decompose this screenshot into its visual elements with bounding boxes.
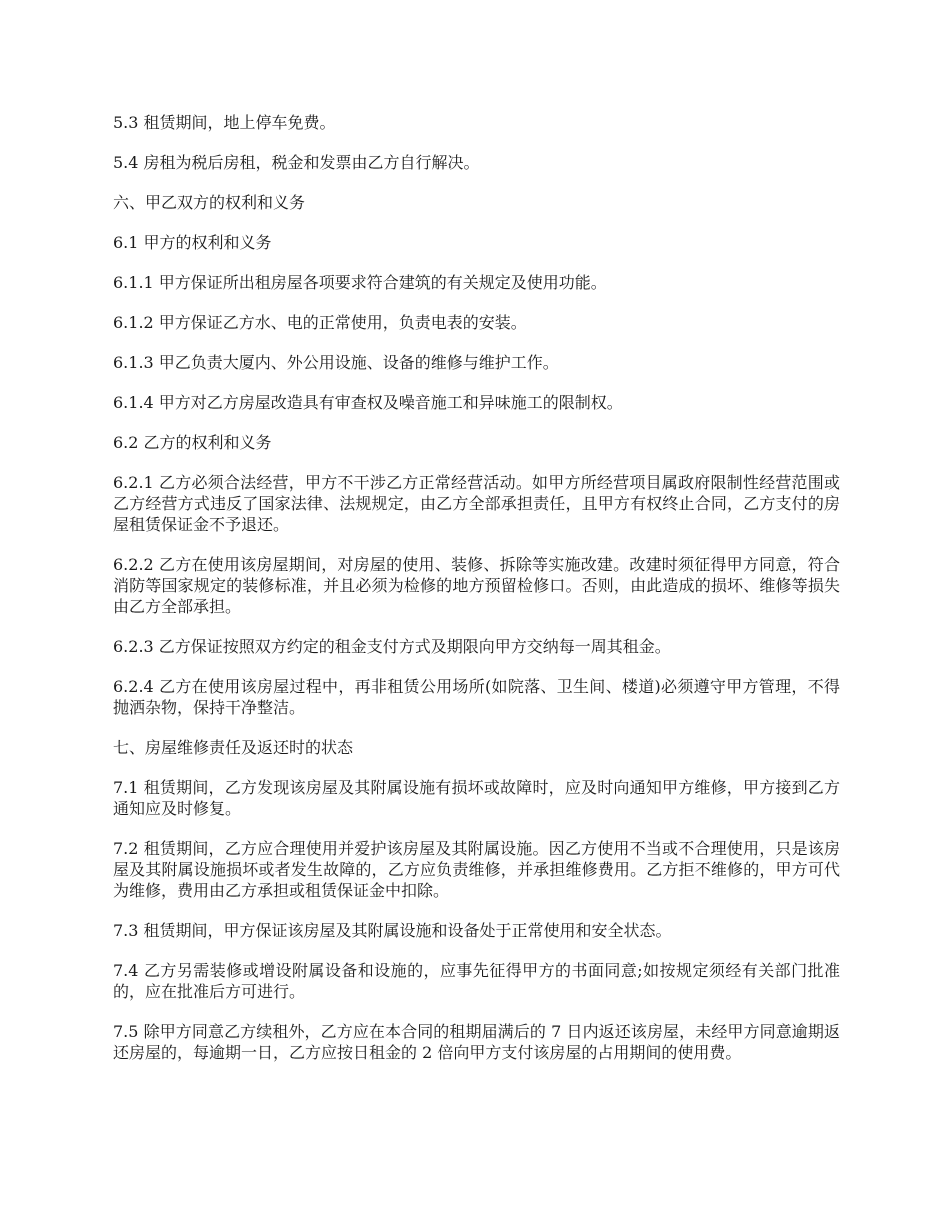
clause-6-2-3: 6.2.3 乙方保证按照双方约定的租金支付方式及期限向甲方交纳每一周其租金。 — [113, 637, 671, 656]
clause-6-2: 6.2 乙方的权利和义务 — [113, 433, 272, 452]
document-body — [113, 112, 840, 1082]
clause-6-2-1: 6.2.1 乙方必须合法经营，甲方不干涉乙方正常经营活动。如甲方所经营项目属政府限制性经营范围或乙方经营方式违反了国家法律、法规规定，由乙方全部承担责任，且甲方有权终止合同，乙方支付的房屋租赁保证金不予退还。 — [113, 473, 840, 534]
clause-7-5: 7.5 除甲方同意乙方续租外，乙方应在本合同的租期届满后的 7 日内返还该房屋，未经甲方同意逾期返还房屋的，每逾期一日，乙方应按日租金的 2 倍向甲方支付该房屋的占用期间的使用费。 — [113, 1022, 840, 1062]
section-heading-6: 六、甲乙双方的权利和义务 — [113, 193, 306, 212]
clause-6-1-4: 6.1.4 甲方对乙方房屋改造具有审查权及噪音施工和异味施工的限制权。 — [113, 393, 623, 412]
clause-5-4: 5.4 房租为税后房租，税金和发票由乙方自行解决。 — [113, 153, 480, 172]
clause-6-1-3: 6.1.3 甲乙负责大厦内、外公用设施、设备的维修与维护工作。 — [113, 353, 559, 372]
clause-6-2-4: 6.2.4 乙方在使用该房屋过程中，再非租赁公用场所(如院落、卫生间、楼道)必须遵守甲方管理，不得抛洒杂物，保持干净整洁。 — [113, 677, 840, 717]
clause-7-2: 7.2 租赁期间，乙方应合理使用并爱护该房屋及其附属设施。因乙方使用不当或不合理使用，只是该房屋及其附属设施损坏或者发生故障的，乙方应负责维修，并承担维修费用。乙方拒不维修的，甲方可代为维修，费用由乙方承担或租赁保证金中扣除。 — [113, 839, 840, 900]
clause-6-1-1: 6.1.1 甲方保证所出租房屋各项要求符合建筑的有关规定及使用功能。 — [113, 273, 607, 292]
clause-7-3: 7.3 租赁期间，甲方保证该房屋及其附属设施和设备处于正常使用和安全状态。 — [113, 921, 672, 940]
clause-6-2-2: 6.2.2 乙方在使用该房屋期间，对房屋的使用、装修、拆除等实施改建。改建时须征得甲方同意，符合消防等国家规定的装修标准，并且必须为检修的地方预留检修口。否则，由此造成的损坏、维修等损失由乙方全部承担。 — [113, 555, 840, 616]
section-heading-7: 七、房屋维修责任及返还时的状态 — [113, 738, 354, 757]
clause-5-3: 5.3 租赁期间，地上停车免费。 — [113, 113, 336, 132]
clause-7-4: 7.4 乙方另需装修或增设附属设备和设施的，应事先征得甲方的书面同意;如按规定须经有关部门批准的，应在批准后方可进行。 — [113, 961, 840, 1001]
clause-6-1: 6.1 甲方的权利和义务 — [113, 233, 272, 252]
clause-7-1: 7.1 租赁期间，乙方发现该房屋及其附属设施有损坏或故障时，应及时向通知甲方维修，甲方接到乙方通知应及时修复。 — [113, 778, 840, 818]
clause-6-1-2: 6.1.2 甲方保证乙方水、电的正常使用，负责电表的安装。 — [113, 313, 527, 332]
